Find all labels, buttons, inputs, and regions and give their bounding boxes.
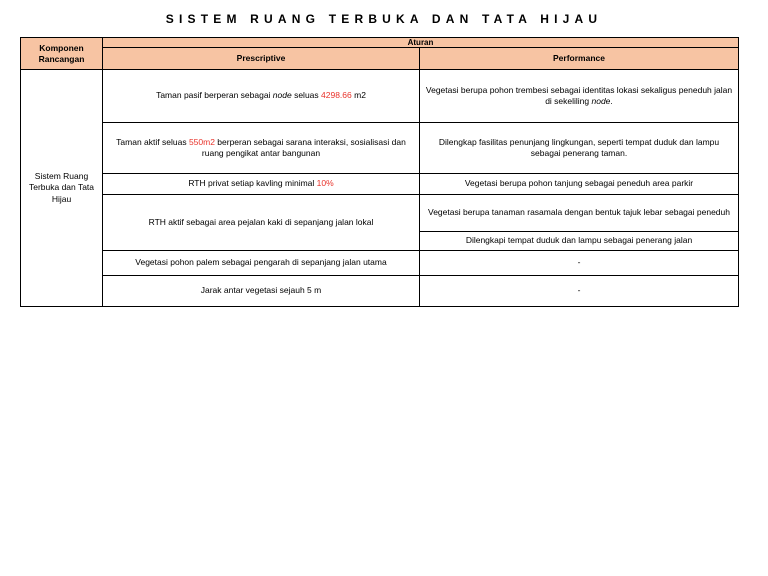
performance-cell: Dilengkapi tempat duduk dan lampu sebagai penerang jalan <box>420 232 739 251</box>
prescriptive-cell: RTH aktif sebagai area pejalan kaki di sepanjang jalan lokal <box>103 195 420 251</box>
cell-text: Taman aktif seluas <box>116 136 189 147</box>
cell-text: Taman pasif berperan sebagai <box>156 90 273 101</box>
cell-text: . <box>610 96 613 106</box>
table-row <box>21 174 739 195</box>
table-row <box>21 251 739 276</box>
highlight-value: 550m2 <box>188 136 215 147</box>
rules-table <box>20 37 739 307</box>
performance-cell: - <box>420 276 739 307</box>
prescriptive-cell: Vegetasi pohon palem sebagai pengarah di sepanjang jalan utama <box>103 251 420 276</box>
performance-cell: Dilengkap fasilitas penunjang lingkungan, seperti tempat duduk dan lampu sebagai penerang taman. <box>420 123 739 174</box>
table-row <box>21 70 739 123</box>
prescriptive-cell <box>103 123 420 174</box>
prescriptive-cell <box>103 70 420 123</box>
komponen-cell: Sistem Ruang Terbuka dan Tata Hijau <box>21 70 103 307</box>
cell-text: seluas <box>291 90 322 101</box>
header-prescriptive: Prescriptive <box>103 48 420 70</box>
performance-cell: Vegetasi berupa pohon tanjung sebagai peneduh area parkir <box>420 174 739 195</box>
header-komponen: Komponen Rancangan <box>21 38 103 70</box>
performance-cell: - <box>420 251 739 276</box>
prescriptive-cell <box>103 174 420 195</box>
header-aturan: Aturan <box>103 38 739 48</box>
cell-text: RTH privat setiap kavling minimal <box>188 178 317 189</box>
cell-text-italic: node <box>272 90 292 101</box>
header-performance: Performance <box>420 48 739 70</box>
cell-text: m2 <box>351 90 366 101</box>
table-row <box>21 276 739 307</box>
highlight-value: 10% <box>316 178 334 189</box>
cell-text: berperan sebagai sarana interaksi, sosialisasi dan ruang pengikat antar bangunan <box>201 136 406 158</box>
cell-text-italic: node <box>591 96 611 106</box>
document-title: SISTEM RUANG TERBUKA DAN TATA HIJAU <box>165 12 603 26</box>
table-row <box>21 123 739 174</box>
table-row <box>21 195 739 232</box>
performance-cell <box>420 70 739 123</box>
highlight-value: 4298.66 <box>321 90 352 101</box>
performance-cell: Vegetasi berupa tanaman rasamala dengan bentuk tajuk lebar sebagai peneduh <box>420 195 739 232</box>
cell-text: Vegetasi berupa pohon trembesi sebagai identitas lokasi sekaligus peneduh jalan di sekeliling <box>425 84 733 106</box>
prescriptive-cell: Jarak antar vegetasi sejauh 5 m <box>103 276 420 307</box>
